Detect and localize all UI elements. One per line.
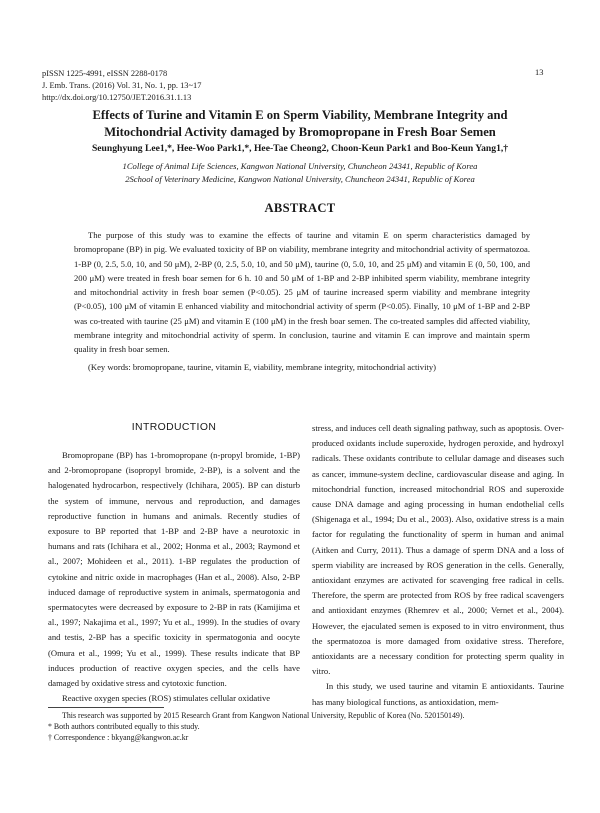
journal-citation: J. Emb. Trans. (2016) Vol. 31, No. 1, pp. 13~17 <box>42 81 202 90</box>
abstract-text: The purpose of this study was to examine the effects of taurine and vitamin E on sperm characteristics damaged by bromopropane (BP) in pig. We evaluated toxicity of BP on viability, membrane integrity and mitochondrial activity of spermatozoa. 1-BP (0, 2.5, 5.0, 10, and 50 μM), 2-BP (0, 2.5, 5.0, 10, and 50 μM), taurine (0, 5.0, 10, and 25 μM) and vitamin E (0, 50, 100, and 200 μM) were treated in fresh boar semen for 6 h. 10 and 50 μM of 1-BP and 2-BP inhibited sperm viability, membrane integrity and mitochondrial activity in fresh boar semen (P<0.05). 25 μM of taurine increased sperm viability and membrane integrity (P<0.05), 100 μM of vitamin E enhanced viability and mitochondrial activity of sperm (P<0.05). Finally, 10 μM of 1-BP and 2-BP was co-treated with taurine (25 μM) and vitamin E (100 μM) in the fresh boar semen. The co-treated samples did affected viability, membrane integrity and mitochondrial activity of sperm. In conclusion, taurine and vitamin E can improve and maintain sperm quality in fresh boar semen. <box>74 230 530 355</box>
title-line-1: Effects of Turine and Vitamin E on Sperm Viability, Membrane Integrity and <box>92 108 508 122</box>
title-line-2: Mitochondrial Activity damaged by Bromopropane in Fresh Boar Semen <box>104 125 496 139</box>
author-list: Seunghyung Lee1,*, Hee-Woo Park1,*, Hee-Tae Cheong2, Choon-Keun Park1 and Boo-Keun Yang1,† <box>91 143 509 154</box>
doi-link[interactable]: http://dx.doi.org/10.12750/JET.2016.31.1.13 <box>42 93 192 102</box>
affiliation-1: 1College of Animal Life Sciences, Kangwon National University, Chuncheon 24341, Republic of Korea <box>122 161 478 171</box>
paper-title <box>30 107 570 141</box>
right-column <box>312 421 564 710</box>
keywords: (Key words: bromopropane, taurine, vitamin E, viability, membrane integrity, mitochondrial activity) <box>88 362 437 372</box>
footnotes <box>48 711 568 743</box>
affiliations <box>30 160 570 185</box>
issn-line: pISSN 1225-4991, eISSN 2288-0178 <box>42 69 168 78</box>
intro-paragraph-1: Bromopropane (BP) has 1-bromopropane (n-propyl bromide, 1-BP) and 2-bromopropane (isopropyl bromide, 2-BP), is a solvent and the halogenated hydrocarbon, respectively (Ichihara, 2005). BP can disturb the system of immune, nervous and reproduction, and damages reproductive function in humans and animals. Recently studies of exposure to BP reported that 1-BP and 2-BP have a neurotoxic in humans and rats (Ichihara et al., 2002; Honma et al., 2003; Raymond et al., 2007; Mohideen et al., 2011). 1-BP regulates the production of cytokine and nitric oxide in macrophages (Han et al., 2008). Also, 2-BP induced damage of reproductive system in animals, spermatogonia and spermatocytes were decreased by exposure to 2-BP in rats (Kamijima et al., 1997; Nakajima et al., 1997; Yu et al., 1999). In the studies of ovary and testis, 2-BP has a specific toxicity in spermatogonia and oocyte (Omura et al., 1999; Yu et al., 1999). These results indicate that BP induces production of reactive oxygen species, and the cells have damaged by oxidative stress and cytotoxic function. <box>48 450 300 689</box>
abstract-heading: ABSTRACT <box>264 201 336 215</box>
introduction-heading: INTRODUCTION <box>131 422 217 433</box>
footnote-divider <box>48 707 164 708</box>
intro-paragraph-4: In this study, we used taurine and vitamin E antioxidants. Taurine has many biological functions, as antioxidation, mem- <box>312 681 564 707</box>
left-column <box>48 420 300 706</box>
intro-paragraph-2: Reactive oxygen species (ROS) stimulates cellular oxidative <box>62 693 271 704</box>
funding-footnote: This research was supported by 2015 Research Grant from Kangwon National University, Republic of Korea (No. 520150149). <box>62 711 465 720</box>
intro-paragraph-3: stress, and induces cell death signaling pathway, such as apoptosis. Over-produced oxidants include superoxide, hydrogen peroxide, and hydroxyl radicals. These oxidants contribute to cellular damage and diseases such as cancer, immune-system decline, cardiovascular disease and aging. In mitochondrial function, increased mitochondrial ROS and superoxide cause DNA damage and aging processing in human endothelial cells (Shigenaga et al., 1994; Du et al., 2003). Also, oxidative stress is a main factor for regulating the functionality of sperm in human and animal (Aitken and Curry, 2011). Thus a damage of sperm DNA and a loss of sperm viability are increased by ROS generation in the cells. Generally, antioxidant enzymes are activated for scavenging free radical in cells. Therefore, the sperm are protected from ROS by free radical scavengers and antioxidant enzymes (Rhemrev et al., 2000; Vernet et al., 2004). However, the ejaculated semen is exposed to in vitro environment, thus the spermatozoa is more damaged from oxidative stress. Therefore, antioxidants are a necessary condition for protecting sperm quality in vitro. <box>312 423 565 677</box>
affiliation-2: 2School of Veterinary Medicine, Kangwon National University, Chuncheon 24341, Republic of Korea <box>125 173 475 184</box>
correspondence-footnote: † Correspondence : bkyang@kangwon.ac.kr <box>48 732 189 742</box>
journal-header <box>42 68 201 104</box>
equal-contribution-footnote: * Both authors contributed equally to this study. <box>48 721 200 731</box>
page-number: 13 <box>535 68 544 77</box>
